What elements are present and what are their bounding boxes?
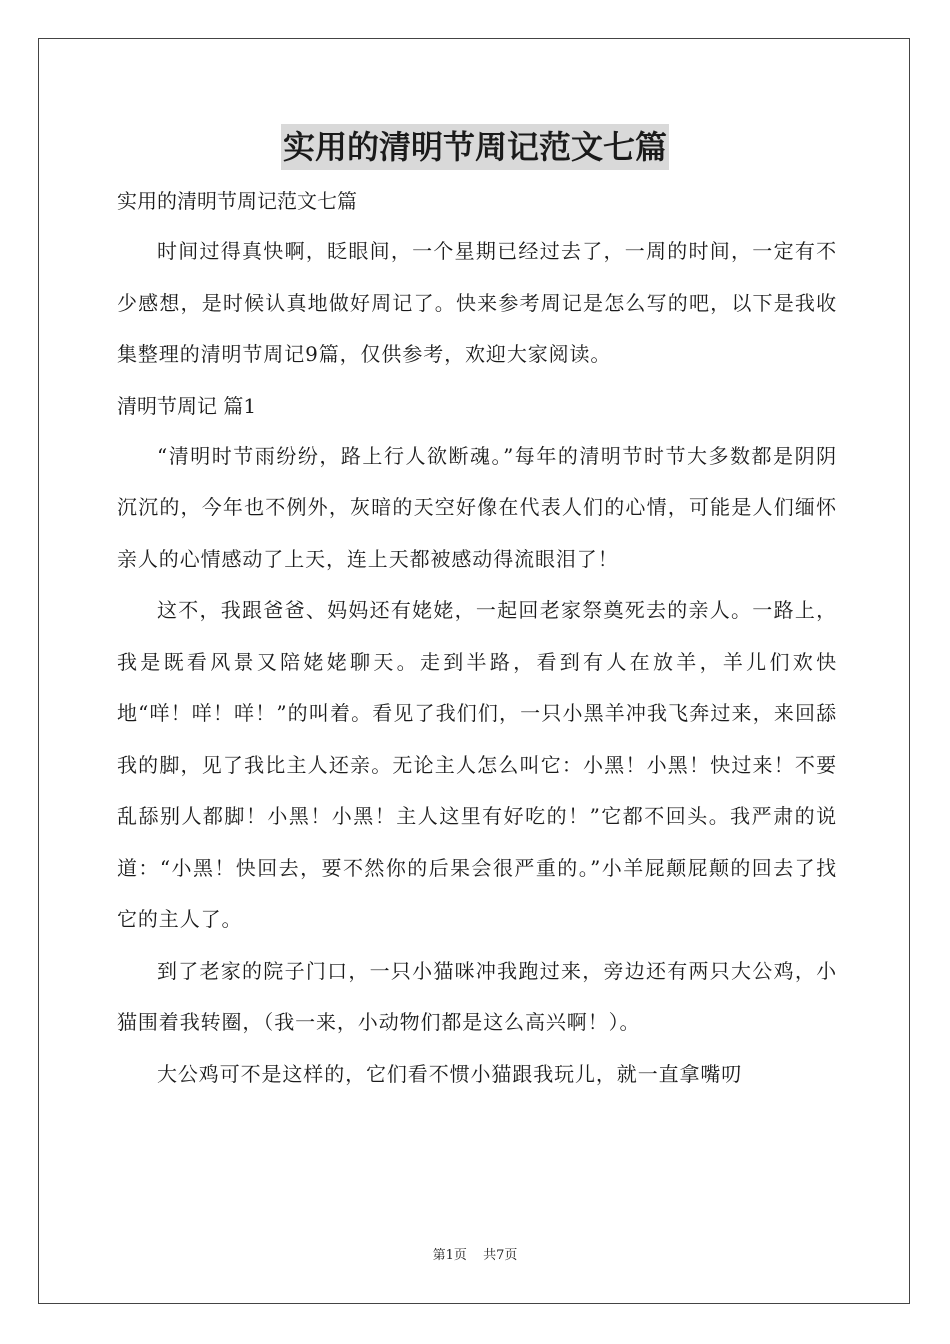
- document-subtitle: 实用的清明节周记范文七篇: [117, 189, 357, 213]
- body-paragraph: “清明时节雨纷纷，路上行人欲断魂。”每年的清明节时节大多数都是阴阴沉沉的，今年也不例外，灰暗的天空好像在代表人们的心情，可能是人们缅怀亲人的心情感动了上天，连上天都被感动得流眼泪了！: [117, 443, 837, 571]
- title-container: [0, 124, 950, 170]
- body-paragraph: 到了老家的院子门口，一只小猫咪冲我跑过来，旁边还有两只大公鸡，小猫围着我转圈，（我一来，小动物们都是这么高兴啊！）。: [117, 958, 837, 1034]
- document-body: [117, 176, 837, 1100]
- page-footer: [0, 1244, 950, 1263]
- document-title: 实用的清明节周记范文七篇: [281, 124, 669, 170]
- page-total: 共7页: [483, 1248, 518, 1263]
- page-number: 第1页: [432, 1248, 467, 1263]
- intro-paragraph: 时间过得真快啊，眨眼间，一个星期已经过去了，一周的时间，一定有不少感想，是时候认真地做好周记了。快来参考周记是怎么写的吧，以下是我收集整理的清明节周记9篇，仅供参考，欢迎大家阅读。: [117, 239, 837, 366]
- body-paragraph: 这不，我跟爸爸、妈妈还有姥姥，一起回老家祭奠死去的亲人。一路上，我是既看风景又陪姥姥聊天。走到半路，看到有人在放羊，羊儿们欢快地“咩！咩！咩！”的叫着。看见了我们们，一只小黑羊冲我飞奔过来，来回舔我的脚，见了我比主人还亲。无论主人怎么叫它：小黑！小黑！快过来！不要乱舔别人都脚！小黑！小黑！主人这里有好吃的！”它都不回头。我严肃的说道：“小黑！快回去，要不然你的后果会很严重的。”小羊屁颠屁颠的回去了找它的主人了。: [117, 598, 837, 931]
- body-paragraph: 大公鸡可不是这样的，它们看不惯小猫跟我玩儿，就一直拿嘴叨: [157, 1061, 743, 1086]
- section-heading: 清明节周记 篇1: [117, 393, 257, 418]
